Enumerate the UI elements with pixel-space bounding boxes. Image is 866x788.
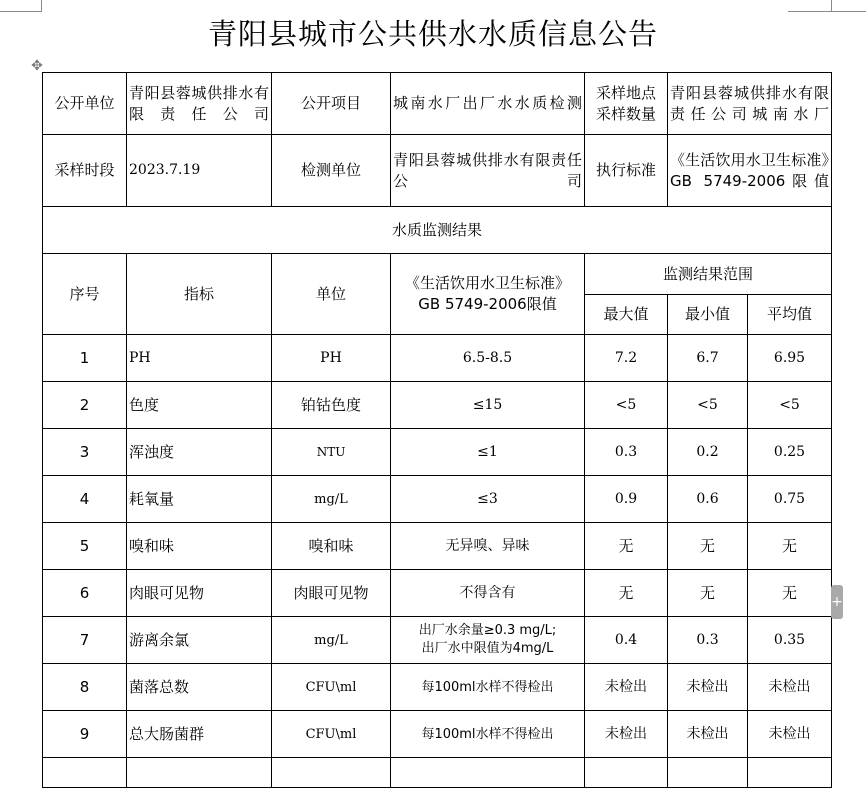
row-unit[interactable]: CFU\ml (272, 711, 391, 758)
label-count: 采样数量 (595, 104, 656, 123)
row-avg[interactable]: 0.35 (748, 617, 832, 664)
label-period: 采样时段 (43, 135, 127, 207)
water-quality-table (42, 72, 832, 788)
row-limit-line1: 出厂水余量≥0.3 mg/L; (418, 623, 557, 638)
row-unit[interactable]: mg/L (272, 476, 391, 523)
row-seq: 1 (43, 335, 127, 382)
crop-mark (41, 0, 42, 12)
empty-cell[interactable] (391, 758, 585, 788)
row-unit[interactable]: 肉眼可见物 (272, 570, 391, 617)
row-unit[interactable]: PH (272, 335, 391, 382)
label-site: 采样地点 (595, 83, 656, 102)
col-unit: 单位 (272, 254, 391, 335)
standard-value[interactable]: 《生活饮用水卫生标准》GB 5749-2006限值 (668, 135, 832, 207)
row-limit[interactable]: 不得含有 (391, 570, 585, 617)
row-limit-line2: 出厂水中限值为4mg/L (421, 641, 554, 656)
row-indicator[interactable]: 色度 (127, 382, 272, 429)
row-min[interactable]: 0.6 (668, 476, 748, 523)
row-max[interactable]: <5 (585, 382, 668, 429)
table-row (43, 711, 832, 758)
label-site-count (585, 73, 668, 135)
empty-cell[interactable] (585, 758, 668, 788)
table-row-partial (43, 758, 832, 788)
label-project: 公开项目 (272, 73, 391, 135)
row-avg[interactable]: 0.25 (748, 429, 832, 476)
section-title: 水质监测结果 (43, 207, 832, 254)
table-row (43, 617, 832, 664)
table-row (43, 335, 832, 382)
row-seq: 5 (43, 523, 127, 570)
row-indicator[interactable]: 耗氧量 (127, 476, 272, 523)
row-unit[interactable]: NTU (272, 429, 391, 476)
row-indicator[interactable]: 浑浊度 (127, 429, 272, 476)
lab-value[interactable]: 青阳县蓉城供排水有限责任公司 (391, 135, 585, 207)
row-max[interactable]: 未检出 (585, 664, 668, 711)
table-row (43, 476, 832, 523)
row-avg[interactable]: 0.75 (748, 476, 832, 523)
row-limit[interactable]: 无异嗅、异味 (391, 523, 585, 570)
row-min[interactable]: 未检出 (668, 664, 748, 711)
col-range: 监测结果范围 (585, 254, 832, 295)
row-indicator[interactable]: 嗅和味 (127, 523, 272, 570)
col-limit (391, 254, 585, 335)
project-value[interactable]: 城南水厂出厂水水质检测 (391, 73, 585, 135)
col-indicator: 指标 (127, 254, 272, 335)
row-unit[interactable]: CFU\ml (272, 664, 391, 711)
row-indicator[interactable]: 菌落总数 (127, 664, 272, 711)
row-unit[interactable]: mg/L (272, 617, 391, 664)
table-row (43, 570, 832, 617)
column-header-row-1 (43, 254, 832, 295)
table-row (43, 382, 832, 429)
empty-cell[interactable] (668, 758, 748, 788)
col-min: 最小值 (668, 295, 748, 335)
table-row (43, 664, 832, 711)
row-seq: 4 (43, 476, 127, 523)
label-standard: 执行标准 (585, 135, 668, 207)
row-limit[interactable]: ≤1 (391, 429, 585, 476)
empty-cell[interactable] (43, 758, 127, 788)
row-min[interactable]: 未检出 (668, 711, 748, 758)
row-seq: 3 (43, 429, 127, 476)
row-avg[interactable]: 无 (748, 523, 832, 570)
row-max[interactable]: 无 (585, 523, 668, 570)
row-indicator[interactable]: 肉眼可见物 (127, 570, 272, 617)
side-expand-plus-icon[interactable]: + (831, 585, 843, 619)
row-seq: 9 (43, 711, 127, 758)
row-indicator[interactable]: 游离余氯 (127, 617, 272, 664)
row-seq: 7 (43, 617, 127, 664)
row-min[interactable]: 6.7 (668, 335, 748, 382)
row-max[interactable]: 0.3 (585, 429, 668, 476)
row-limit[interactable]: 每100ml水样不得检出 (391, 664, 585, 711)
publisher-value[interactable]: 青阳县蓉城供排水有限责任公司 (127, 73, 272, 135)
header-row-1 (43, 73, 832, 135)
row-limit[interactable]: ≤3 (391, 476, 585, 523)
row-indicator[interactable]: 总大肠菌群 (127, 711, 272, 758)
label-lab: 检测单位 (272, 135, 391, 207)
row-min[interactable]: <5 (668, 382, 748, 429)
header-row-2 (43, 135, 832, 207)
col-limit-line2: GB 5749-2006限值 (418, 295, 557, 313)
row-indicator[interactable]: PH (127, 335, 272, 382)
label-publisher: 公开单位 (43, 73, 127, 135)
table-row (43, 429, 832, 476)
row-avg[interactable]: <5 (748, 382, 832, 429)
row-avg[interactable]: 未检出 (748, 664, 832, 711)
site-value[interactable]: 青阳县蓉城供排水有限责任公司城南水厂 (668, 73, 832, 135)
col-avg: 平均值 (748, 295, 832, 335)
row-limit[interactable] (391, 617, 585, 664)
row-max[interactable]: 未检出 (585, 711, 668, 758)
col-max: 最大值 (585, 295, 668, 335)
row-seq: 8 (43, 664, 127, 711)
row-avg[interactable]: 未检出 (748, 711, 832, 758)
row-min[interactable]: 无 (668, 570, 748, 617)
row-min[interactable]: 无 (668, 523, 748, 570)
crop-mark (831, 0, 832, 12)
row-max[interactable]: 0.9 (585, 476, 668, 523)
row-unit[interactable]: 嗅和味 (272, 523, 391, 570)
row-seq: 6 (43, 570, 127, 617)
row-unit[interactable]: 铂钴色度 (272, 382, 391, 429)
empty-cell[interactable] (127, 758, 272, 788)
col-limit-line1: 《生活饮用水卫生标准》 (404, 274, 570, 292)
row-avg[interactable]: 无 (748, 570, 832, 617)
period-value[interactable]: 2023.7.19 (127, 135, 272, 207)
row-avg[interactable]: 6.95 (748, 335, 832, 382)
row-limit[interactable]: ≤15 (391, 382, 585, 429)
section-row (43, 207, 832, 254)
row-min[interactable]: 0.2 (668, 429, 748, 476)
page-title: 青阳县城市公共供水水质信息公告 (207, 17, 658, 51)
row-max[interactable]: 0.4 (585, 617, 668, 664)
table-move-handle-icon[interactable]: ✥ (31, 58, 43, 74)
row-seq: 2 (43, 382, 127, 429)
row-limit[interactable]: 6.5-8.5 (391, 335, 585, 382)
row-max[interactable]: 无 (585, 570, 668, 617)
row-limit[interactable]: 每100ml水样不得检出 (391, 711, 585, 758)
table-row (43, 523, 832, 570)
col-seq: 序号 (43, 254, 127, 335)
row-max[interactable]: 7.2 (585, 335, 668, 382)
empty-cell[interactable] (272, 758, 391, 788)
row-min[interactable]: 0.3 (668, 617, 748, 664)
empty-cell[interactable] (748, 758, 832, 788)
